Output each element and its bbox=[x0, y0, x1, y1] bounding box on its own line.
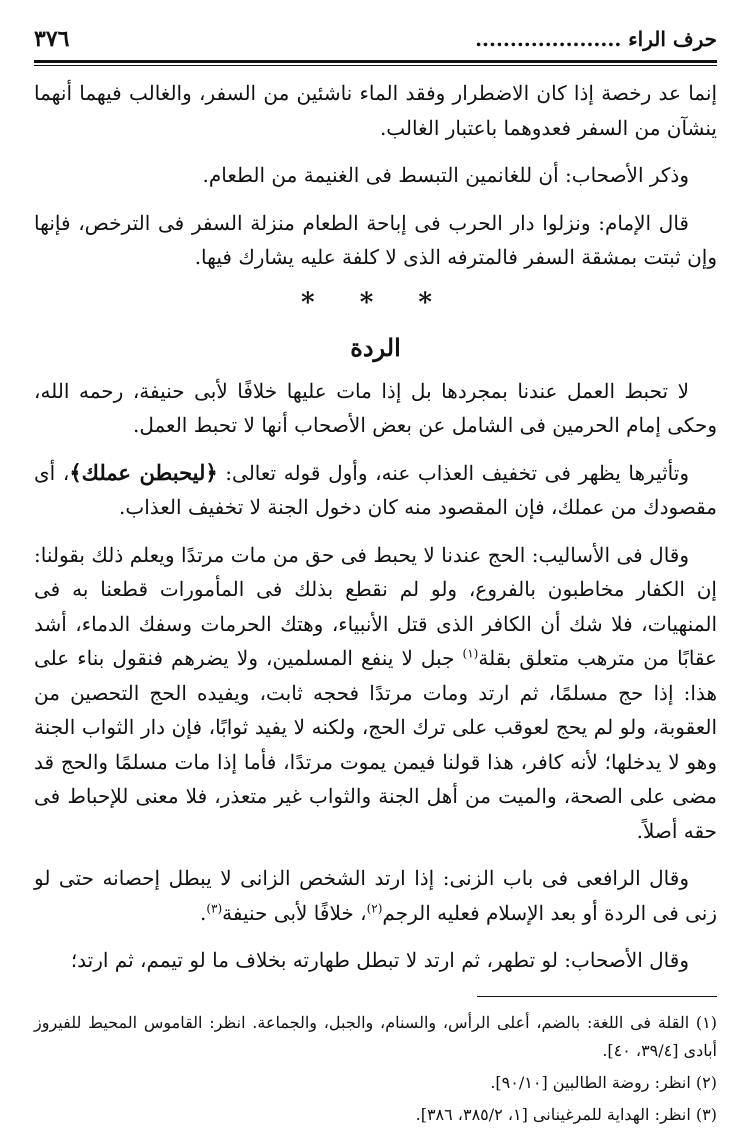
footnote: (٢) انظر: روضة الطالبين [٩٠/١٠]. bbox=[490, 1072, 717, 1092]
section-separator: * * * bbox=[301, 287, 450, 318]
footnote-rule bbox=[477, 996, 717, 997]
paragraph-text: ، أى مقصودك من عملك، فإن المقصود منه كان دخول الجنة لا تخفيف العذاب. bbox=[34, 460, 717, 519]
page-body bbox=[34, 76, 717, 1129]
running-header bbox=[34, 26, 717, 56]
paragraph bbox=[34, 861, 717, 930]
paragraph bbox=[34, 456, 717, 525]
paragraph: وقال الأصحاب: لو تطهر، ثم ارتد لا تبطل طهارته بخلاف ما لو تيمم، ثم ارتد؛ bbox=[70, 948, 689, 972]
chapter-title: حرف الراء ..................... bbox=[475, 27, 717, 51]
paragraph-text: جبل لا ينفع المسلمين، ولا يضرهم فنقول بناء على هذا: إذا حج مسلمًا، ثم ارتد ومات مرتدًا فحجه ثابت، ويفيده الحج التحصين من العقوبة، ولو لم يحج لعوقب على ترك الحج، ولكنه لا يفيد ثوابًا، فإن دار الثواب الجنة وهو لا يدخلها؛ لأنه كافر، هذا قولنا فيمن يموت مرتدًا، فأما إذا مات مسلمًا والحج قد مضى على الصحة، والميت من أهل الجنة والثواب غير متعذر، فلا معنى للإحباط فى حقه أصلاً. bbox=[34, 646, 717, 843]
footnote-ref[interactable]: (٢) bbox=[366, 900, 383, 915]
footnote: (١) القلة فى اللغة: بالضم، أعلى الرأس، والسنام، والجبل، والجماعة. انظر: القاموس المحيط للفيروز أبادى [٣٩/٤، ٤٠]. bbox=[34, 1012, 717, 1060]
footnote-ref[interactable]: (١) bbox=[462, 646, 479, 661]
paragraph bbox=[34, 538, 717, 849]
paragraph-text: وقال فى الأساليب: الحج عندنا لا يحبط فى حق من مات مرتدًا ويعلم ذلك بقولنا: إن الكفار مخاطبون بالفروع، ولو لم نقطع بذلك فى المأمورات قطعنا به فى المنهيات، فلا شك أن الكافر الذى قتل الأنبياء، وهتك الحرمات وسفك الدماء، أشد عقابًا من مترهب متعلق بقلة bbox=[34, 542, 717, 670]
footnote: (٣) انظر: الهداية للمرغينانى [١، ٣٨٥/٢، ٣٨٦]. bbox=[415, 1104, 717, 1124]
paragraph-text: وتأثيرها يظهر فى تخفيف العذاب عنه، وأول قوله تعالى: bbox=[217, 460, 689, 485]
header-rule bbox=[34, 60, 717, 66]
page-number: ٣٧٦ bbox=[34, 26, 70, 52]
footnotes bbox=[34, 1009, 717, 1129]
paragraph-text: وقال الرافعى فى باب الزنى: إذا ارتد الشخص الزانى لا يبطل إحصانه حتى لو زنى فى الردة أو بعد الإسلام فعليه الرجم bbox=[34, 866, 717, 925]
paragraph: إنما عد رخصة إذا كان الاضطرار وفقد الماء ناشئين من السفر، والغالب فيهما أنهما ينشآن من السفر فعدوهما باعتبار الغالب. bbox=[34, 81, 717, 140]
paragraph-text: . bbox=[199, 900, 207, 925]
book-page bbox=[34, 26, 717, 1124]
paragraph: لا تحبط العمل عندنا بمجردها بل إذا مات عليها خلافًا لأبى حنيفة، رحمه الله، وحكى إمام الحرمين فى الشامل عن بعض الأصحاب أنها لا تحبط العمل. bbox=[34, 378, 717, 437]
footnote-ref[interactable]: (٣) bbox=[206, 900, 223, 915]
paragraph: وذكر الأصحاب: أن للغانمين التبسط فى الغنيمة من الطعام. bbox=[202, 163, 689, 187]
paragraph: قال الإمام: ونزلوا دار الحرب فى إباحة الطعام منزلة السفر فى الترخص، فإنها وإن ثبتت بمشقة السفر فالمترفه الذى لا كلفة عليه يشارك فيها. bbox=[34, 210, 717, 269]
quran-quote: ﴿ليحبطن عملك﴾ bbox=[69, 459, 218, 485]
section-heading: الردة bbox=[350, 332, 401, 362]
paragraph-text: ، خلافًا لأبى حنيفة bbox=[222, 900, 367, 925]
